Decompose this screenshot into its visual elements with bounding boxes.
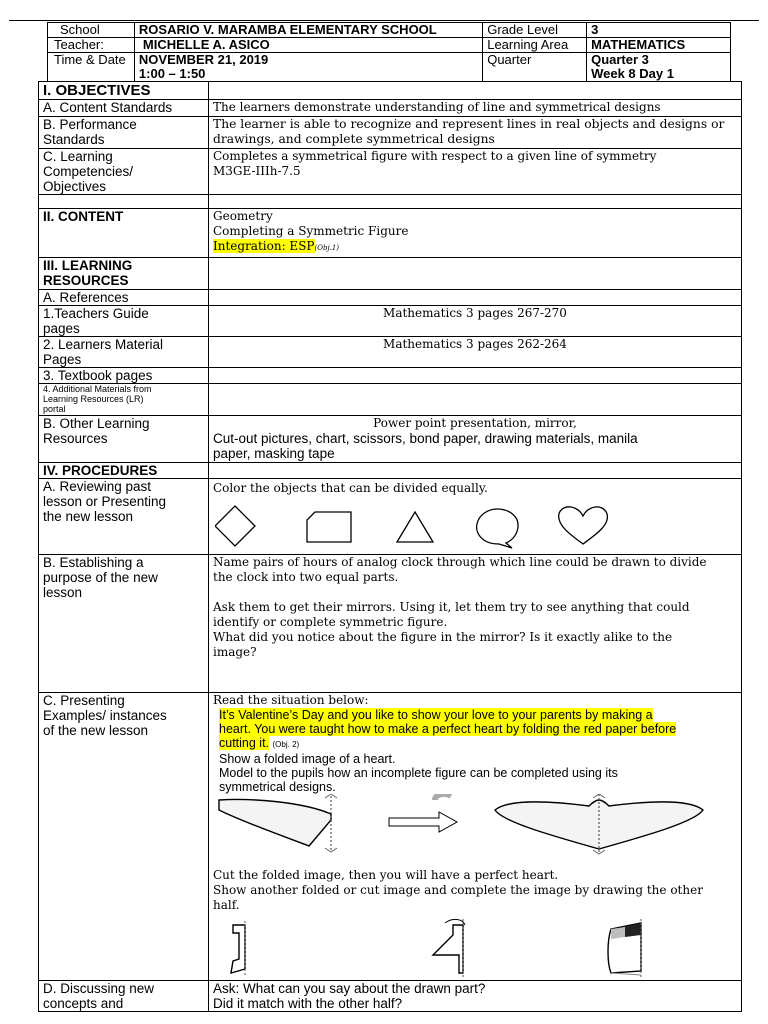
discussing-question-2: Did it match with the other half? <box>213 996 403 1011</box>
read-situation-text: Read the situation below: <box>213 693 369 707</box>
cut-folded-text: Cut the folded image, then you will have a perfect heart. <box>213 868 559 882</box>
learning-resources-heading <box>39 258 209 290</box>
competency-text-line-1: Completes a symmetrical figure with respect to a given line of symmetry <box>213 149 657 163</box>
teacher-label: Teacher: <box>48 38 135 53</box>
heart-folding-illustration <box>213 794 737 856</box>
references-blank <box>209 290 742 306</box>
learners-material-value: Mathematics 3 pages 262-264 <box>209 337 742 368</box>
reviewing-lesson-content <box>209 479 742 555</box>
establishing-line-2: purpose of the new <box>43 570 158 585</box>
procedures-heading-blank <box>209 463 742 479</box>
speech-bubble-icon[interactable] <box>477 509 518 548</box>
show-folded-text: Show a folded image of a heart. <box>219 752 396 766</box>
grade-level-value: 3 <box>587 23 731 38</box>
establishing-line-1: B. Establishing a <box>43 555 144 570</box>
purpose-line-1: Name pairs of hours of analog clock through which line could be drawn to divide <box>213 555 707 569</box>
performance-text-line-1: The learner is able to recognize and represent lines in real objects and designs or <box>213 117 725 131</box>
content-line-topic: Completing a Symmetric Figure <box>213 224 409 238</box>
school-value: ROSARIO V. MARAMBA ELEMENTARY SCHOOL <box>134 23 482 38</box>
time-date-label: Time & Date <box>48 53 135 82</box>
establishing-line-3: lesson <box>43 585 83 600</box>
time-date-value <box>134 53 482 82</box>
discussing-line-1: D. Discussing new <box>43 981 155 996</box>
references-label: A. References <box>39 290 209 306</box>
discussing-concepts-label <box>39 981 209 1012</box>
additional-materials-blank <box>209 384 742 416</box>
half-figure-3 <box>608 919 641 977</box>
quarter-label: Quarter <box>483 53 587 82</box>
teachers-guide-line-1: 1.Teachers Guide <box>43 306 149 321</box>
procedures-heading: IV. PROCEDURES <box>39 463 209 479</box>
grade-level-label: Grade Level <box>483 23 587 38</box>
reviewing-lesson-label <box>39 479 209 555</box>
story-line-2: heart. You were taught how to make a perfect heart by folding the red paper before <box>219 722 677 736</box>
discussing-question-1: Ask: What can you say about the drawn part? <box>213 981 486 996</box>
integration-highlight: Integration: ESP <box>213 239 315 253</box>
half-figure-2 <box>433 919 465 977</box>
quarter-text: Quarter 3 <box>591 52 649 67</box>
other-resources-line-b: Cut-out pictures, chart, scissors, bond paper, drawing materials, manila <box>213 431 638 446</box>
learners-material-label <box>39 337 209 368</box>
learning-competencies-text <box>209 149 742 195</box>
content-heading: II. CONTENT <box>39 209 209 258</box>
school-label: School <box>48 23 135 38</box>
header-table <box>47 22 731 82</box>
additional-line-2: Learning Resources (LR) <box>43 394 144 404</box>
teachers-guide-value: Mathematics 3 pages 267-270 <box>209 306 742 337</box>
diamond-icon[interactable] <box>215 506 255 546</box>
model-line-1: Model to the pupils how an incomplete figure can be completed using its <box>219 766 618 780</box>
spacer-cell-left <box>39 195 209 209</box>
other-resources-label <box>39 416 209 463</box>
discussing-concepts-content <box>209 981 742 1012</box>
show-another-line-1: Show another folded or cut image and complete the image by drawing the other <box>213 883 703 897</box>
establishing-purpose-content <box>209 555 742 693</box>
learning-area-value: MATHEMATICS <box>587 38 731 53</box>
learners-material-line-1: 2. Learners Material <box>43 337 164 352</box>
teachers-guide-line-2: pages <box>43 321 80 336</box>
content-line-geometry: Geometry <box>213 209 273 223</box>
purpose-line-6: image? <box>213 645 257 659</box>
textbook-pages-blank <box>209 368 742 384</box>
learning-competencies-label <box>39 149 209 195</box>
performance-text-line-2: drawings, and complete symmetrical designs <box>213 132 495 146</box>
teacher-value: MICHELLE A. ASICO <box>134 38 482 53</box>
objective-tag-2: (Obj. 2) <box>272 740 300 749</box>
competency-label-line-1: C. Learning <box>43 149 113 164</box>
folded-heart-half <box>219 800 331 846</box>
content-standards-label: A. Content Standards <box>39 100 209 117</box>
performance-label-line-1: B. Performance <box>43 117 137 132</box>
content-text <box>209 209 742 258</box>
other-resources-line-c: paper, masking tape <box>213 446 335 461</box>
heart-icon[interactable] <box>559 507 608 544</box>
content-line-integration <box>213 239 737 256</box>
other-resources-value <box>209 416 742 463</box>
resources-heading-line-1: III. LEARNING <box>43 258 133 273</box>
purpose-line-4: identify or complete symmetric figure. <box>213 615 448 629</box>
show-another-line-2: half. <box>213 898 240 912</box>
fold-arrow-icon <box>389 812 457 832</box>
spacer-cell-right <box>209 195 742 209</box>
quarter-value <box>587 53 731 82</box>
establishing-purpose-label <box>39 555 209 693</box>
presenting-line-2: Examples/ instances <box>43 708 167 723</box>
presenting-examples-content <box>209 693 742 981</box>
learners-material-line-2: Pages <box>43 352 82 367</box>
presenting-line-3: of the new lesson <box>43 723 149 738</box>
discussing-line-2: concepts and <box>43 996 124 1011</box>
time-text: 1:00 – 1:50 <box>138 66 206 81</box>
objective-tag-1: (Obj.1) <box>314 244 340 252</box>
half-figures-illustration <box>213 917 733 979</box>
triangle-icon[interactable] <box>397 512 433 542</box>
presenting-line-1: C. Presenting <box>43 693 125 708</box>
other-resources-line-1: B. Other Learning <box>43 416 150 431</box>
top-rule <box>9 20 759 21</box>
presenting-examples-label <box>39 693 209 981</box>
performance-label-line-2: Standards <box>43 132 105 147</box>
model-pupils-text <box>213 766 737 794</box>
other-resources-line-a: Power point presentation, mirror, <box>373 416 577 430</box>
reviewing-line-3: the new lesson <box>43 509 134 524</box>
show-another-text <box>213 883 737 913</box>
reviewing-line-2: lesson or Presenting <box>43 494 167 509</box>
purpose-line-3: Ask them to get their mirrors. Using it, let them try to see anything that could <box>213 600 690 614</box>
purpose-line-2: the clock into two equal parts. <box>213 570 399 584</box>
objectives-heading-blank <box>209 82 742 100</box>
resources-heading-blank <box>209 258 742 290</box>
shapes-row <box>215 504 635 550</box>
content-standards-text: The learners demonstrate understanding of line and symmetrical designs <box>209 100 742 117</box>
lesson-plan-table <box>38 81 742 1012</box>
performance-standards-text <box>209 117 742 149</box>
half-figure-1 <box>231 921 245 977</box>
resources-heading-line-2: RESOURCES <box>43 273 129 288</box>
other-resources-line-2: Resources <box>43 431 108 446</box>
date-text: NOVEMBER 21, 2019 <box>138 52 269 67</box>
week-day-text: Week 8 Day 1 <box>591 66 674 81</box>
additional-line-1: 4. Additional Materials from <box>43 384 152 394</box>
valentine-story <box>213 708 737 752</box>
pentagon-icon[interactable] <box>307 512 351 542</box>
objectives-heading: I. OBJECTIVES <box>39 82 209 100</box>
competency-text-line-2: M3GE-IIIh-7.5 <box>213 164 301 178</box>
story-line-3: cutting it. (Obj. 2) <box>219 736 300 750</box>
additional-line-3: portal <box>43 404 66 414</box>
purpose-gap <box>213 585 737 600</box>
competency-label-line-2: Competencies/ <box>43 164 134 179</box>
reviewing-instruction: Color the objects that can be divided equally. <box>213 481 488 495</box>
purpose-line-5: What did you notice about the figure in the mirror? Is it exactly alike to the <box>213 630 673 644</box>
model-line-2: symmetrical designs. <box>219 780 336 794</box>
additional-materials-label <box>39 384 209 416</box>
competency-label-line-3: Objectives <box>43 179 107 194</box>
learning-area-label: Learning Area <box>483 38 587 53</box>
reviewing-line-1: A. Reviewing past <box>43 479 152 494</box>
performance-standards-label <box>39 117 209 149</box>
textbook-pages-label: 3. Textbook pages <box>39 368 209 384</box>
story-line-1: It’s Valentine’s Day and you like to show your love to your parents by making a <box>219 708 653 722</box>
teachers-guide-label <box>39 306 209 337</box>
